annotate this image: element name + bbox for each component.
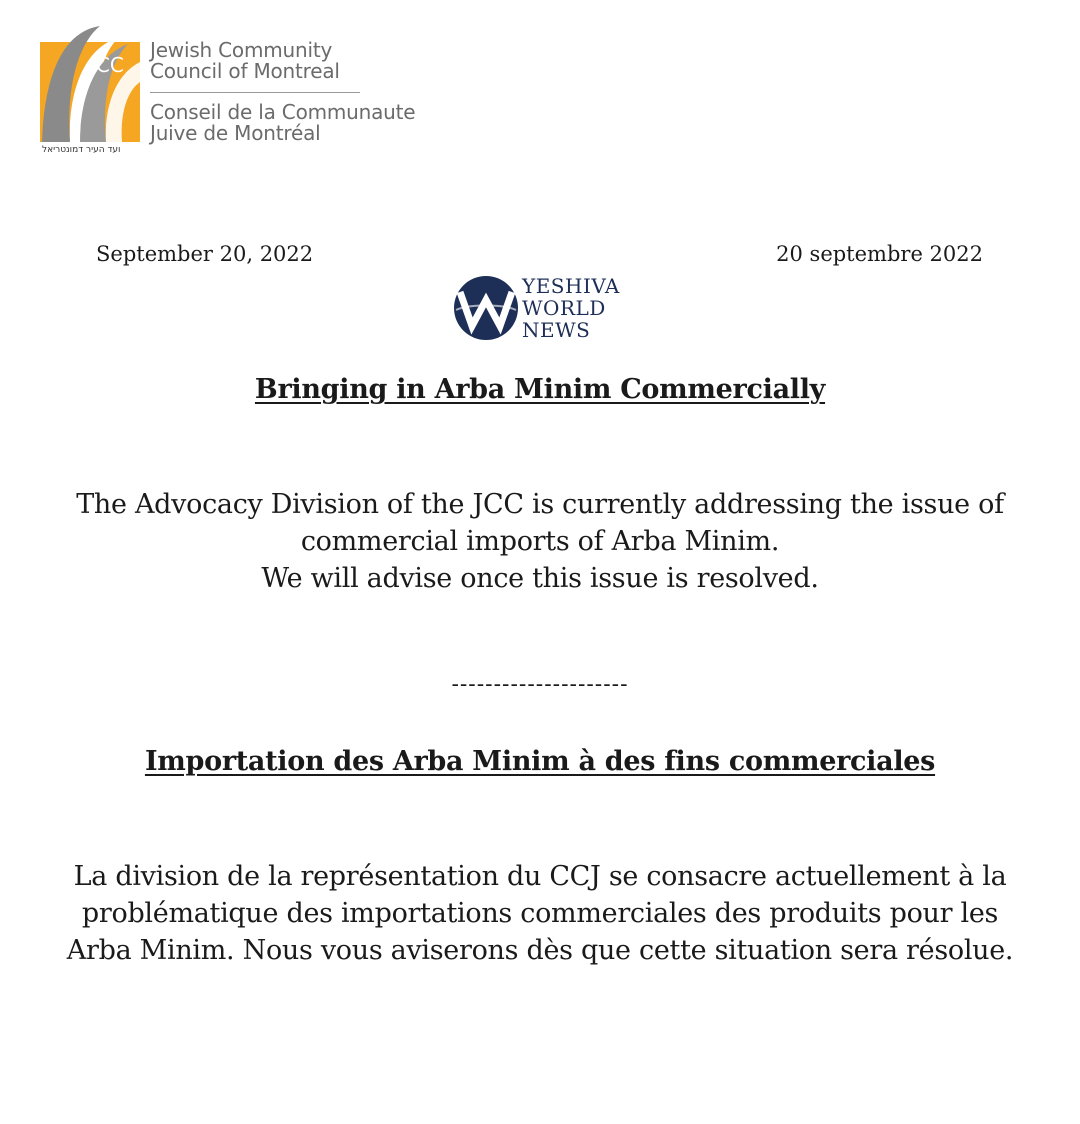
ywn-line3: NEWS: [522, 318, 591, 342]
paragraph-french-line: Arba Minim. Nous vous aviserons dès que cette situation sera résolue.: [66, 935, 1014, 966]
jcc-name-en-line2: Council of Montreal: [150, 59, 340, 83]
ywn-globe-icon: [452, 274, 520, 342]
paragraph-english-line: We will advise once this issue is resolved.: [261, 563, 819, 594]
ywn-line1: YESHIVA: [522, 274, 620, 298]
section-separator: ---------------------: [451, 672, 629, 697]
paragraph-french-line: La division de la représentation du CCJ se consacre actuellement à la: [73, 861, 1007, 892]
yeshiva-world-news-logo: [446, 272, 636, 344]
date-french: 20 septembre 2022: [776, 242, 983, 266]
jcc-mark-icon: [40, 22, 146, 148]
date-english: September 20, 2022: [96, 242, 314, 266]
jcc-logo: [40, 22, 460, 162]
jcc-name-english: [150, 40, 340, 82]
heading-english: Bringing in Arba Minim Commercially: [254, 374, 826, 405]
paragraph-french: [0, 858, 1080, 969]
ywn-line2: WORLD: [522, 296, 606, 320]
paragraph-french-line: problématique des importations commerciales des produits pour les: [81, 898, 999, 929]
paragraph-english: [0, 486, 1080, 597]
jcc-name-fr-line1: Conseil de la Communaute: [150, 100, 416, 124]
paragraph-english-line: commercial imports of Arba Minim.: [300, 526, 780, 557]
jcc-logo-divider: [150, 92, 360, 93]
jcc-name-french: [150, 102, 415, 144]
ywn-wordmark: [522, 275, 620, 341]
heading-french: Importation des Arba Minim à des fins commerciales: [144, 746, 936, 777]
jcc-name-hebrew: ועד העיר דמונטריאל: [42, 145, 121, 155]
jcc-name-fr-line2: Juive de Montréal: [150, 121, 321, 145]
jcc-name-en-line1: Jewish Community: [150, 38, 333, 62]
paragraph-english-line: The Advocacy Division of the JCC is currently addressing the issue of: [76, 489, 1004, 520]
jcc-mark-text: JCC: [90, 53, 124, 77]
